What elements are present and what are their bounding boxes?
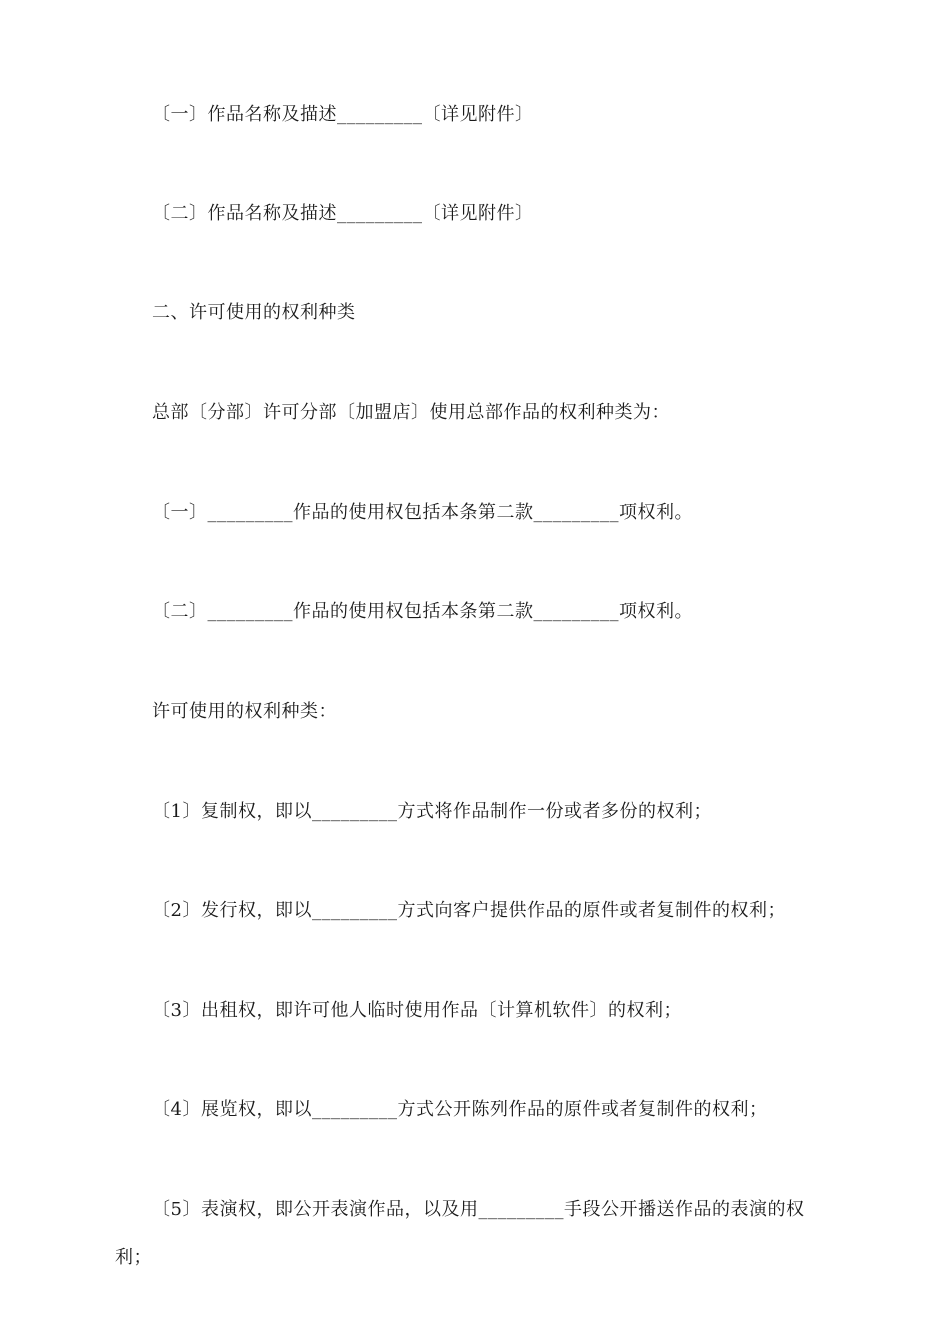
license-item-1: 〔一〕_________作品的使用权包括本条第二款_________项权利。 — [152, 502, 693, 523]
intro-paragraph: 总部〔分部〕许可分部〔加盟店〕使用总部作品的权利种类为： — [152, 402, 670, 423]
license-item-2: 〔二〕_________作品的使用权包括本条第二款_________项权利。 — [152, 601, 693, 622]
right-item-5: 〔5〕表演权，即公开表演作品，以及用_________手段公开播送作品的表演的权利； — [115, 1199, 805, 1268]
section-heading: 二、许可使用的权利种类 — [152, 302, 356, 323]
work-item-2: 〔二〕作品名称及描述_________〔详见附件〕 — [152, 203, 534, 224]
right-item-1: 〔1〕复制权，即以_________方式将作品制作一份或者多份的权利； — [152, 801, 712, 822]
work-item-1: 〔一〕作品名称及描述_________〔详见附件〕 — [152, 104, 534, 125]
right-item-4: 〔4〕展览权，即以_________方式公开陈列作品的原件或者复制件的权利； — [152, 1099, 768, 1120]
right-item-3: 〔3〕出租权，即许可他人临时使用作品〔计算机软件〕的权利； — [152, 1000, 682, 1021]
rights-list-heading: 许可使用的权利种类： — [152, 701, 337, 722]
right-item-2: 〔2〕发行权，即以_________方式向客户提供作品的原件或者复制件的权利； — [152, 900, 786, 921]
